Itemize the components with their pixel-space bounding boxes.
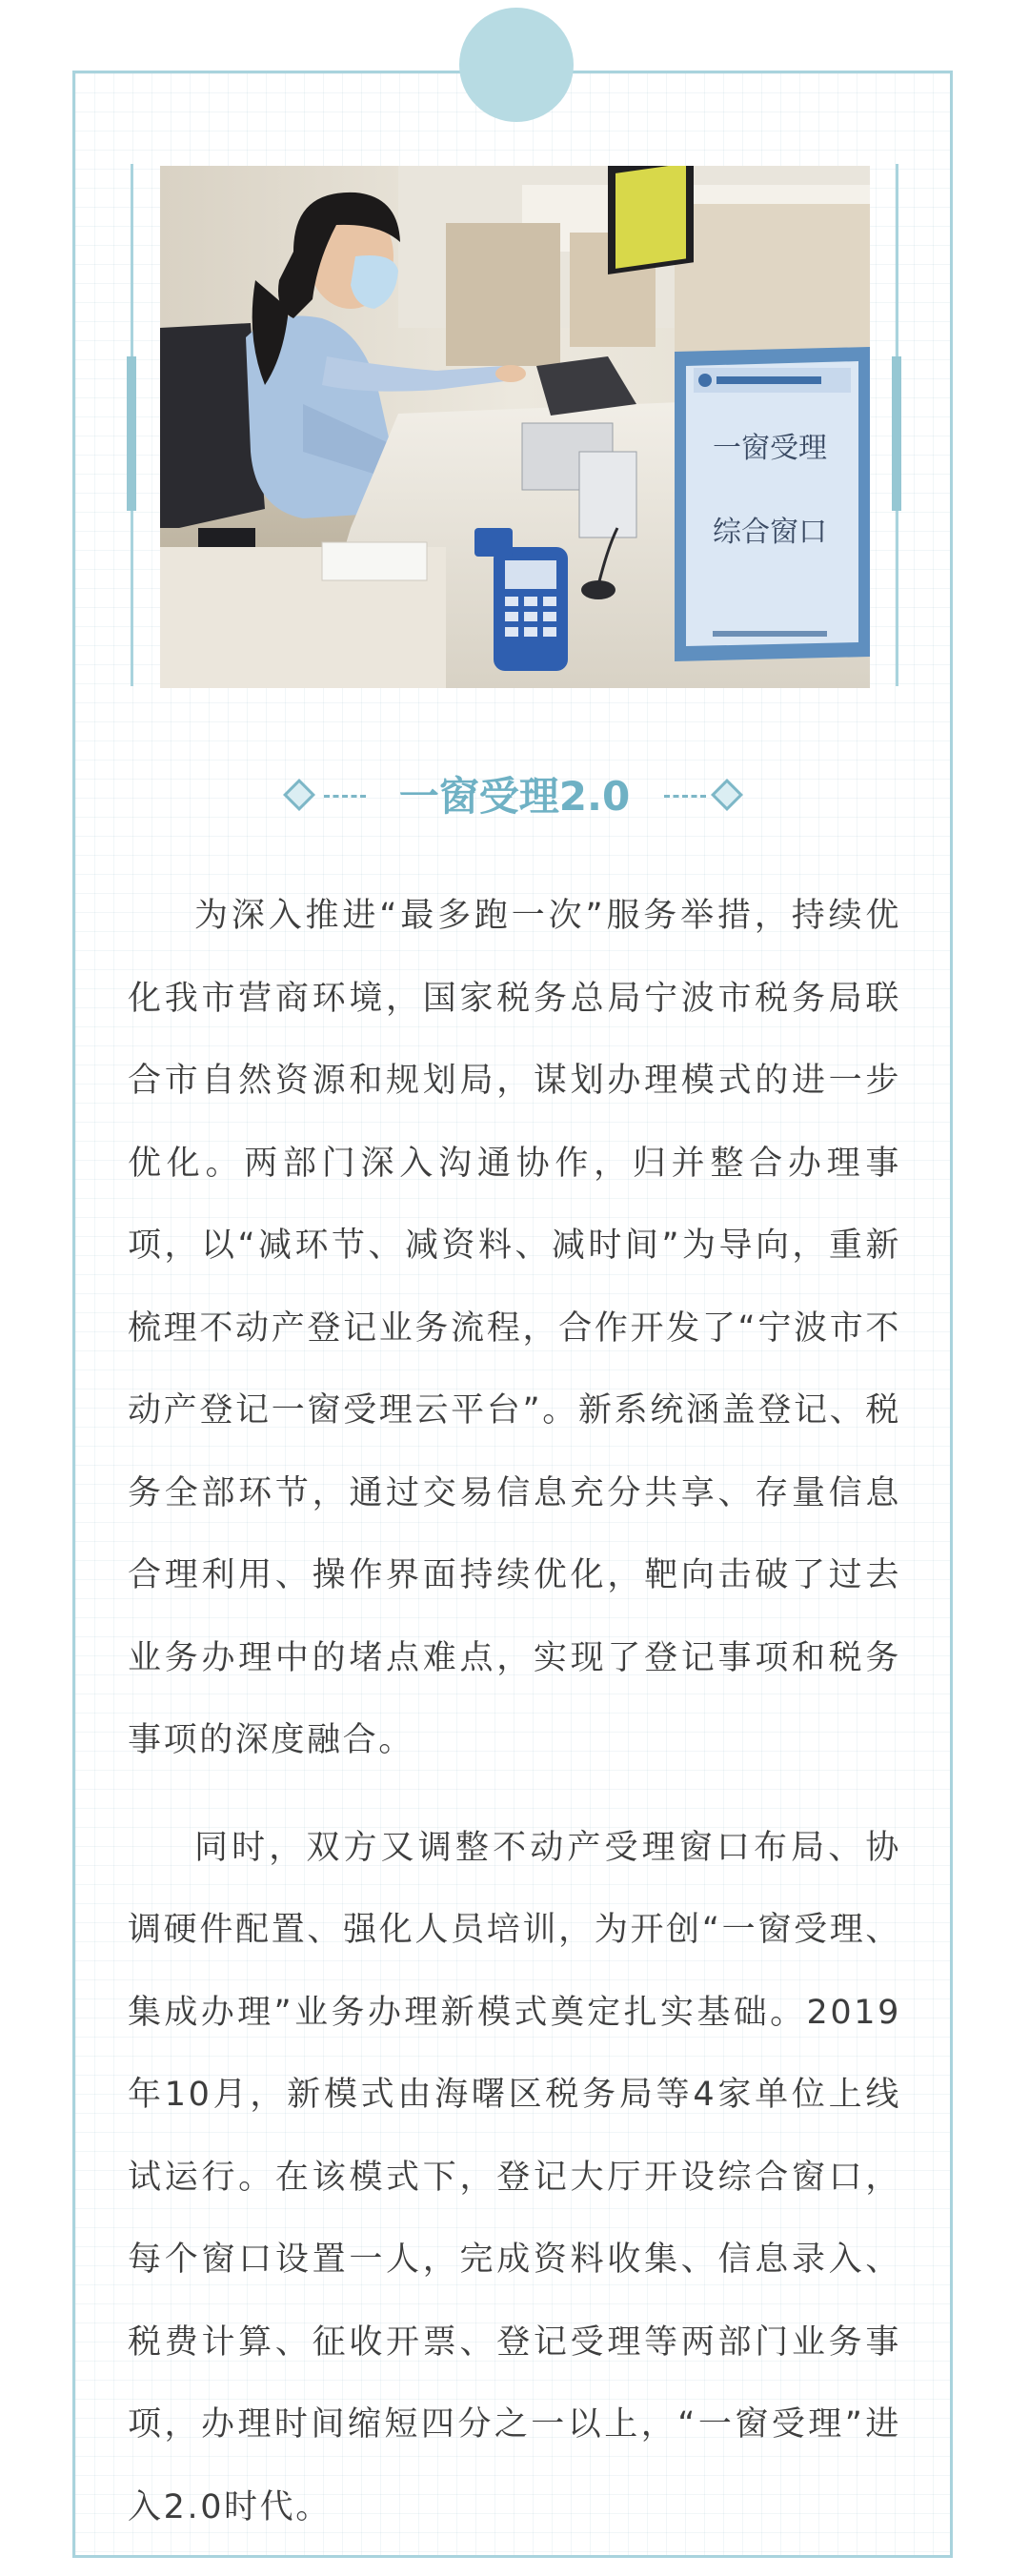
paragraph: 同时，双方又调整不动产受理窗口布局、协调硬件配置、强化人员培训，为开创“一窗受理、集成办理”业务办理新模式奠定扎实基础。2019年10月，新模式由海曙区税务局等4家单位上线试运行。在该模式下，登记大厅开设综合窗口，每个窗口设置一人，完成资料收集、信息录入、税费计算、征收开票、登记受理等两部门业务事项，办理时间缩短四分之一以上，“一窗受理”进入2.0时代。 bbox=[128, 1828, 901, 2526]
left-frame-bar bbox=[127, 356, 136, 511]
service-window-photo bbox=[160, 166, 870, 688]
article-body bbox=[128, 875, 901, 2548]
sign-line-1: 一窗受理 bbox=[713, 432, 827, 465]
paragraph: 为深入推进“最多跑一次”服务举措，持续优化我市营商环境，国家税务总局宁波市税务局联合市自然资源和规划局，谋划办理模式的进一步优化。两部门深入沟通协作，归并整合办理事项，以“减环节、减资料、减时间”为导向，重新梳理不动产登记业务流程，合作开发了“宁波市不动产登记一窗受理云平台”。新系统涵盖登记、税务全部环节，通过交易信息充分共享、存量信息合理利用、操作界面持续优化，靶向击破了过去业务办理中的堵点难点，实现了登记事项和税务事项的深度融合。 bbox=[128, 897, 901, 1759]
decorative-circle bbox=[459, 8, 574, 122]
right-frame-bar bbox=[892, 356, 901, 511]
diamond-icon bbox=[283, 779, 315, 811]
diamond-icon bbox=[711, 779, 743, 811]
dash-divider bbox=[664, 795, 706, 798]
sign-line-2: 综合窗口 bbox=[713, 516, 827, 549]
dash-divider bbox=[324, 795, 366, 798]
section-title: 一窗受理2.0 bbox=[398, 773, 631, 820]
section-heading bbox=[0, 770, 1029, 825]
